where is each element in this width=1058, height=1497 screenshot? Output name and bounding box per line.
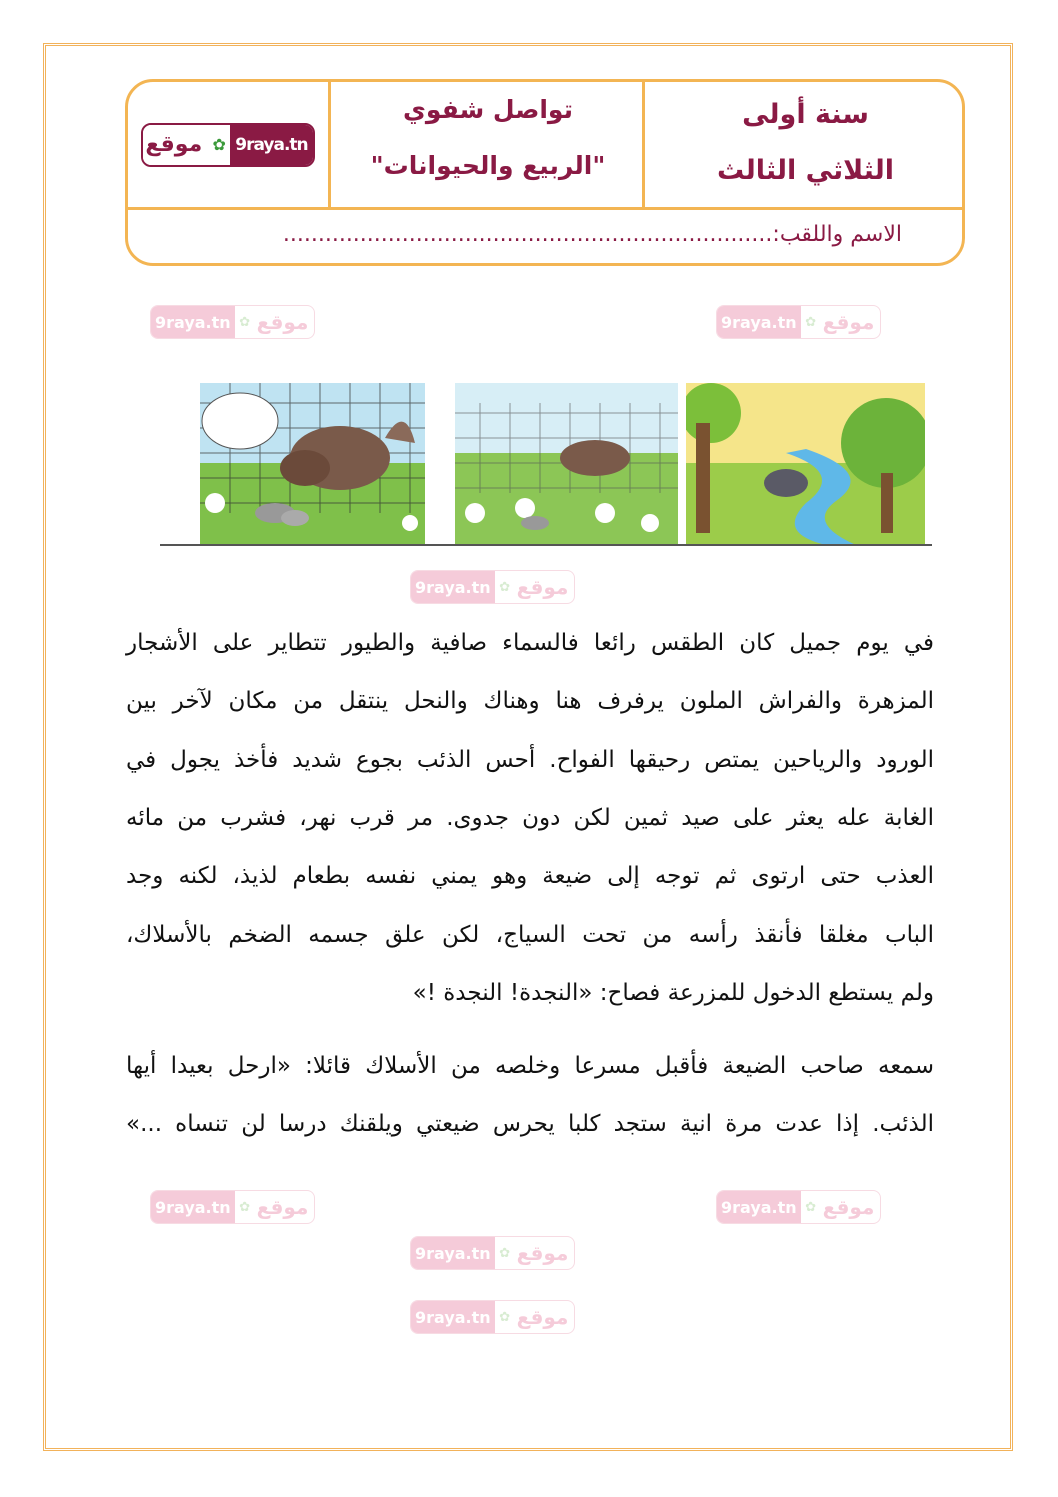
name-field[interactable] xyxy=(283,210,902,260)
watermark-en: 9raya.tn xyxy=(717,306,801,338)
watermark-en: 9raya.tn xyxy=(411,1237,495,1269)
story-line: الغابة عله يعثر على صيد ثمين لكن دون جدوى. مر قرب نهر، فشرب من مائه xyxy=(126,805,934,831)
story-line: في يوم جميل كان الطقس رائعا فالسماء صافية والطيور تتطاير على الأشجار xyxy=(126,630,934,656)
illustration-wolf-forest xyxy=(686,383,925,545)
story-line: ولم يستطع الدخول للمزرعة فصاح: «النجدة! النجدة !» xyxy=(412,980,934,1006)
watermark xyxy=(150,1190,315,1224)
tree-icon: ✿ xyxy=(499,1245,511,1261)
watermark-ar: موقع xyxy=(256,310,309,334)
watermark-ar: موقع xyxy=(516,575,569,599)
watermark xyxy=(410,1300,575,1334)
story-line: الذئب. إذا عدت مرة انية ستجد كلبا يحرس ضيعتي ويلقنك درسا لن تنساه ...» xyxy=(126,1111,934,1137)
watermark-ar: موقع xyxy=(516,1241,569,1265)
illustration-wolf-fence xyxy=(455,383,678,545)
watermark xyxy=(150,305,315,339)
watermark-en: 9raya.tn xyxy=(717,1191,801,1223)
story-line: الباب مغلقا فأنقذ رأسه من تحت السياج، لكن علق جسمه الضخم بالأسلاك، xyxy=(126,922,934,948)
watermark-en: 9raya.tn xyxy=(411,1301,495,1333)
watermark xyxy=(716,1190,881,1224)
watermark-ar: موقع xyxy=(822,1195,875,1219)
subject-cell xyxy=(331,82,645,207)
story-line: المزهرة والفراش الملون يرفرف هنا وهناك والنحل ينتقل من مكان لآخر بين xyxy=(126,688,934,714)
tree-icon: ✿ xyxy=(208,125,230,165)
watermark-en: 9raya.tn xyxy=(411,571,495,603)
watermark-ar: موقع xyxy=(256,1195,309,1219)
logo-text-ar: موقع xyxy=(143,125,208,165)
tree-icon: ✿ xyxy=(239,314,251,330)
watermark xyxy=(410,1236,575,1270)
story-line: سمعه صاحب الضيعة فأقبل مسرعا وخلصه من الأسلاك قائلا: «ارحل بعيدا أيها xyxy=(126,1053,934,1079)
illustration-wolf-stuck xyxy=(200,383,425,545)
worksheet-header xyxy=(125,79,965,266)
tree-icon: ✿ xyxy=(805,1199,817,1215)
story-line: الورود والرياحين يمتص رحيقها الفواح. أحس الذئب بجوع شديد فأخذ يجول في xyxy=(126,747,934,773)
watermark xyxy=(410,570,575,604)
tree-icon: ✿ xyxy=(239,1199,251,1215)
tree-icon: ✿ xyxy=(805,314,817,330)
watermark-ar: موقع xyxy=(516,1305,569,1329)
story-line: العذب حتى ارتوى ثم توجه إلى ضيعة وهو يمني نفسه بطعام لذيذ، لكنه وجد xyxy=(126,863,934,889)
site-logo xyxy=(141,123,314,167)
logo-text-en: 9raya.tn xyxy=(230,125,312,165)
level-label: سنة أولى xyxy=(742,98,869,130)
theme-label: "الربيع والحيوانات" xyxy=(370,150,606,180)
watermark-en: 9raya.tn xyxy=(151,306,235,338)
level-cell xyxy=(646,82,965,207)
story-illustrations xyxy=(160,383,932,547)
subject-label: تواصل شفوي xyxy=(403,95,573,125)
term-label: الثلاثي الثالث xyxy=(716,155,895,187)
tree-icon: ✿ xyxy=(499,1309,511,1325)
watermark xyxy=(716,305,881,339)
logo-cell xyxy=(128,82,328,207)
ground-line xyxy=(160,544,932,546)
name-label: الاسم واللقب: xyxy=(772,222,902,247)
name-dots: ...................................................................... xyxy=(282,222,773,247)
tree-icon: ✿ xyxy=(499,579,511,595)
watermark-en: 9raya.tn xyxy=(151,1191,235,1223)
watermark-ar: موقع xyxy=(822,310,875,334)
